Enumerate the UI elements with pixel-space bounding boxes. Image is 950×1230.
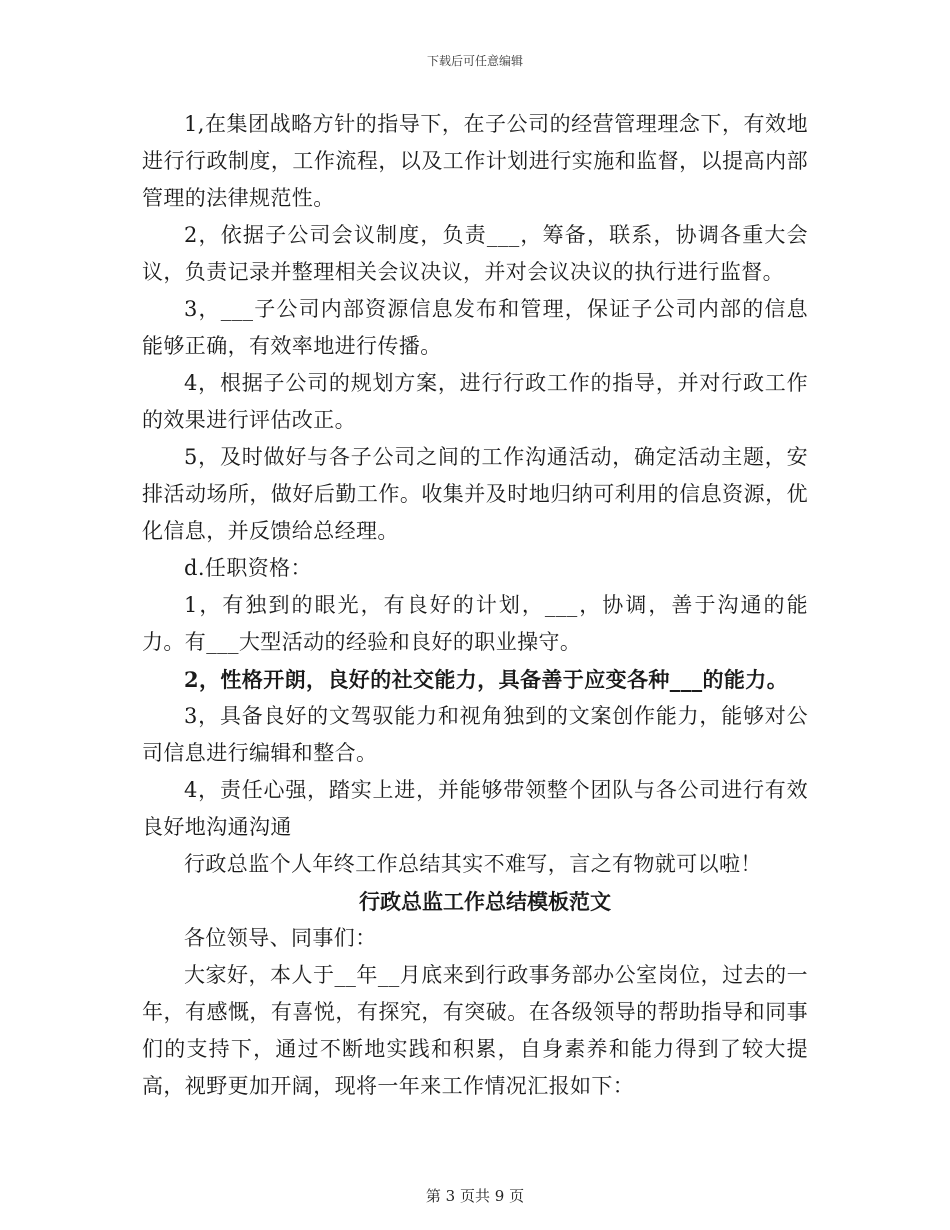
qualifications-heading: d.任职资格：: [184, 556, 312, 580]
paragraph-intro: 大家好，本人于__年__月底来到行政事务部办公室岗位，过去的一年，有感慨，有喜悦，有探究，有突破。在各级领导的帮助指导和同事们的支持下，通过不断地实践和积累，自身素养和能力得到了较大提高，视野更加开阔，现将一年来工作情况汇报如下：: [142, 963, 808, 1098]
page-footer: 第 3 页共 9 页: [425, 1187, 525, 1205]
paragraph-duty-2: 2，依据子公司会议制度，负责___，筹备，联系，协调各重大会议，负责记录并整理相关会议决议，并对会议决议的执行进行监督。: [142, 223, 808, 284]
paragraph-qual-3: 3，具备良好的文驾驭能力和视角独到的文案创作能力，能够对公司信息进行编辑和整合。: [142, 704, 808, 765]
paragraph-duty-4: 4，根据子公司的规划方案，进行行政工作的指导，并对行政工作的效果进行评估改正。: [142, 371, 808, 432]
paragraph-greeting: 各位领导、同事们：: [184, 926, 377, 950]
paragraph-summary-note: 行政总监个人年终工作总结其实不难写，言之有物就可以啦！: [184, 852, 762, 876]
paragraph-qual-2: 2，性格开朗，良好的社交能力，具备善于应变各种___的能力。: [184, 667, 789, 692]
paragraph-duty-3: 3，___子公司内部资源信息发布和管理，保证子公司内部的信息能够正确，有效率地进行传播。: [142, 297, 808, 358]
paragraph-duty-5: 5，及时做好与各子公司之间的工作沟通活动，确定活动主题，安排活动场所，做好后勤工作。收集并及时地归纳可利用的信息资源，优化信息，并反馈给总经理。: [142, 445, 808, 543]
paragraph-qual-4: 4，责任心强，踏实上进，并能够带领整个团队与各公司进行有效良好地沟通沟通: [142, 778, 808, 839]
document-body: [142, 106, 808, 1105]
paragraph-qual-1: 1，有独到的眼光，有良好的计划，___，协调，善于沟通的能力。有___大型活动的经验和良好的职业操守。: [142, 593, 808, 654]
page-header: 下载后可任意编辑: [426, 54, 523, 68]
paragraph-duty-1: 1,在集团战略方针的指导下，在子公司的经营管理理念下，有效地进行行政制度，工作流程，以及工作计划进行实施和监督，以提高内部管理的法律规范性。: [142, 112, 808, 210]
section-title: 行政总监工作总结模板范文: [359, 889, 611, 914]
